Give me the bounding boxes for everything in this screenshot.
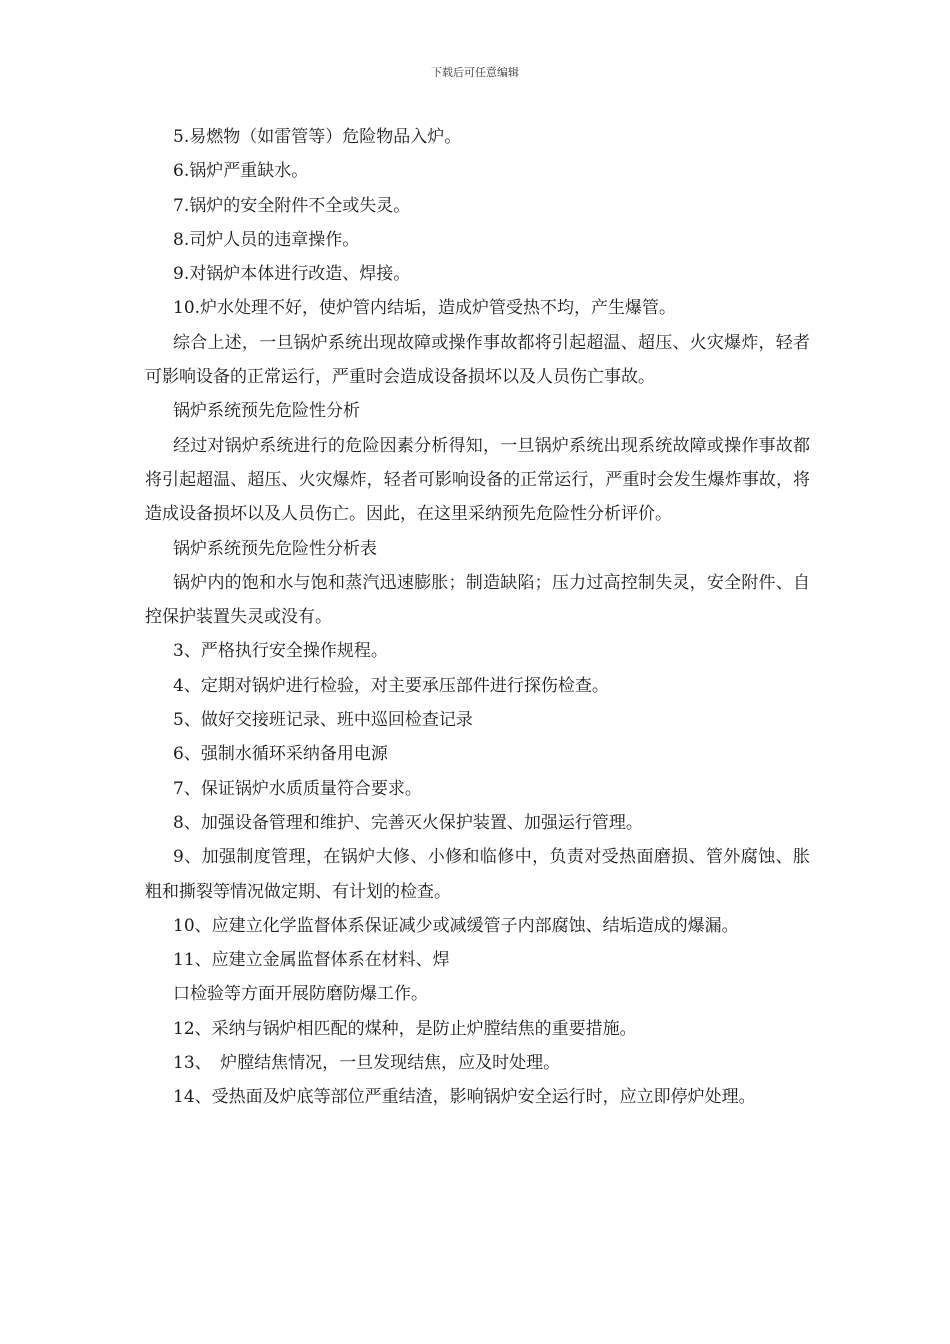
list-item: 5、做好交接班记录、班中巡回检查记录 bbox=[173, 710, 473, 731]
list-item: 6.锅炉严重缺水。 bbox=[173, 161, 309, 182]
list-item: 7、保证锅炉水质质量符合要求。 bbox=[173, 778, 422, 799]
page-header: 下载后可任意编辑 bbox=[431, 66, 519, 79]
list-item: 9、加强制度管理，在锅炉大修、小修和临修中，负责对受热面磨损、管外腐蚀、胀粗和撕裂等情况做定期、有计划的检查。 bbox=[145, 847, 810, 902]
list-item: 5.易燃物（如雷管等）危险物品入炉。 bbox=[173, 127, 462, 147]
cause-paragraph: 锅炉内的饱和水与饱和蒸汽迅速膨胀；制造缺陷；压力过高控制失灵，安全附件、自控保护装置失灵或没有。 bbox=[145, 572, 810, 628]
list-item: 10、应建立化学监督体系保证减少或减缓管子内部腐蚀、结垢造成的爆漏。 bbox=[173, 915, 739, 936]
list-item: 10.炉水处理不好，使炉管内结垢，造成炉管受热不均，产生爆管。 bbox=[173, 298, 677, 319]
list-item: 8.司炉人员的违章操作。 bbox=[173, 229, 360, 250]
summary-paragraph: 综合上述，一旦锅炉系统出现故障或操作事故都将引起超温、超压、火灾爆炸，轻者可影响设备的正常运行，严重时会造成设备损坏以及人员伤亡事故。 bbox=[145, 332, 810, 388]
list-item: 6、强制水循环采纳备用电源 bbox=[173, 744, 388, 765]
analysis-paragraph: 经过对锅炉系统进行的危险因素分析得知，一旦锅炉系统出现系统故障或操作事故都将引起超温、超压、火灾爆炸，轻者可影响设备的正常运行，严重时会发生爆炸事故，将造成设备损坏以及人员伤亡。因此，在这里采纳预先危险性分析评价。 bbox=[145, 435, 810, 525]
document-body bbox=[145, 120, 810, 1115]
list-item: 13、 炉膛结焦情况，一旦发现结焦，应及时处理。 bbox=[173, 1053, 561, 1074]
list-item: 11、应建立金属监督体系在材料、焊 bbox=[173, 950, 450, 971]
list-item: 14、受热面及炉底等部位严重结渣，影响锅炉安全运行时，应立即停炉处理。 bbox=[173, 1087, 756, 1108]
table-heading: 锅炉系统预先危险性分析表 bbox=[173, 538, 377, 559]
list-item: 8、加强设备管理和维护、完善灭火保护装置、加强运行管理。 bbox=[173, 812, 643, 833]
list-item: 3、严格执行安全操作规程。 bbox=[173, 641, 388, 662]
list-item: 4、定期对锅炉进行检验，对主要承压部件进行探伤检查。 bbox=[173, 675, 609, 696]
list-item: 12、采纳与锅炉相匹配的煤种，是防止炉膛结焦的重要措施。 bbox=[173, 1018, 637, 1039]
list-item: 7.锅炉的安全附件不全或失灵。 bbox=[173, 195, 411, 216]
list-item-continuation: 口检验等方面开展防磨防爆工作。 bbox=[173, 984, 428, 1005]
list-item: 9.对锅炉本体进行改造、焊接。 bbox=[173, 264, 411, 285]
section-heading: 锅炉系统预先危险性分析 bbox=[173, 401, 360, 422]
